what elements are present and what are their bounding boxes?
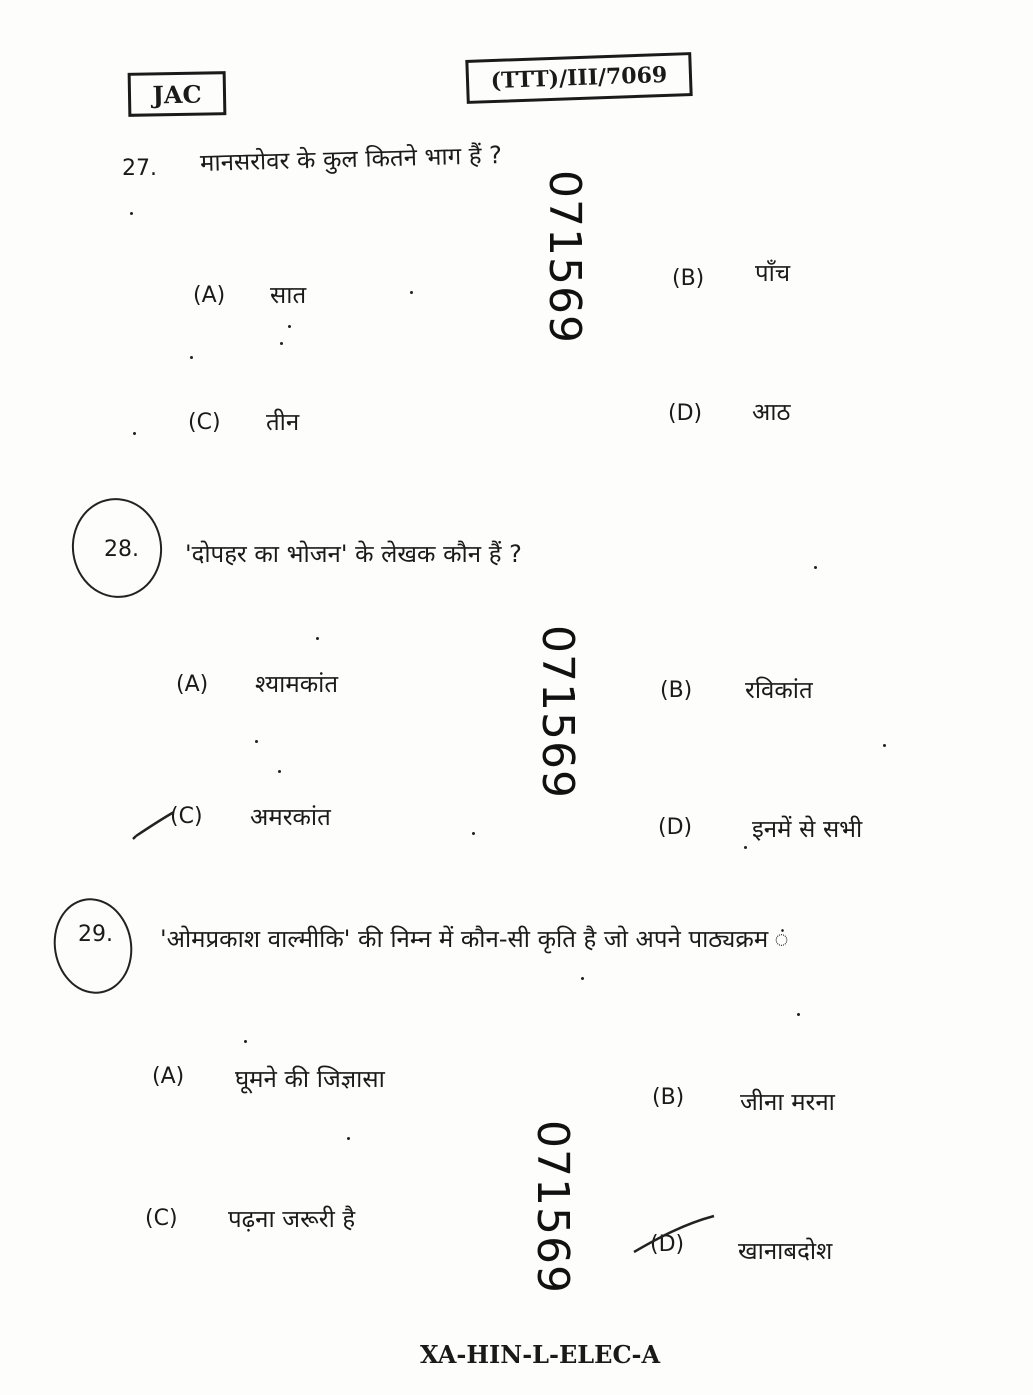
q28-option-c-label: (C) [170,804,203,829]
q27-option-c-label: (C) [188,410,221,435]
q28-option-b-text: रविकांत [745,676,813,704]
scan-speck [244,1040,247,1043]
q28-option-b-label: (B) [660,678,693,703]
paper-code-box [465,52,692,104]
q28-option-d-text: इनमें से सभी [752,815,863,843]
q29-option-b-text: जीना मरना [740,1088,835,1116]
q28-option-d-label: (D) [658,815,693,840]
scan-speck [797,1013,800,1016]
scan-speck [278,770,281,773]
q29-option-a-text: घूमने की जिज्ञासा [235,1065,385,1093]
scan-speck [130,212,133,215]
scan-speck [255,740,258,743]
q27-option-b-label: (B) [672,266,705,291]
q29-option-c-label: (C) [145,1206,178,1231]
q29-option-b-label: (B) [652,1085,685,1110]
q29-option-d-label: (D) [650,1232,685,1257]
booklet-code-vertical-2: 071569 [532,625,583,799]
question-28-text: 'दोपहर का भोजन' के लेखक कौन हैं ? [185,540,522,568]
scan-speck [190,356,193,359]
question-29-text: 'ओमप्रकाश वाल्मीकि' की निम्न में कौन-सी कृति है जो अपने पाठ्यक्रम ं [160,925,789,953]
scan-speck [744,846,747,849]
tick-mark-q29-d [628,1212,718,1256]
scan-speck [883,744,886,747]
q27-option-a-label: (A) [193,283,226,308]
q27-option-d-label: (D) [668,401,703,426]
q27-option-c-text: तीन [266,408,300,436]
question-29-number: 29. [78,922,113,947]
q27-option-a-text: सात [270,281,307,309]
board-label: JAC [152,79,202,109]
scan-speck [280,342,283,345]
scan-speck [347,1137,350,1140]
scan-speck [814,566,817,569]
tick-mark-q28-c [130,808,180,842]
q29-option-d-text: खानाबदोश [738,1237,833,1265]
q29-option-c-text: पढ़ना जरूरी है [228,1205,356,1233]
scan-speck [288,325,291,328]
scan-speck [472,832,475,835]
booklet-code-vertical-3: 071569 [527,1120,578,1294]
q28-option-a-text: श्यामकांत [255,670,339,698]
q27-option-b-text: पाँच [755,259,791,287]
board-label-box [128,71,227,117]
question-27-text: मानसरोवर के कुल कितने भाग हैं ? [199,141,503,177]
q28-option-a-label: (A) [176,672,209,697]
paper-code: (TTT)/III/7069 [490,61,668,95]
q28-option-c-text: अमरकांत [250,803,331,831]
q27-option-d-text: आठ [752,398,791,426]
scan-speck [133,432,136,435]
paper-footer-code: XA-HIN-L-ELEC-A [420,1340,661,1369]
question-28-number: 28. [104,537,139,562]
scan-speck [316,637,319,640]
scan-speck [581,977,584,980]
booklet-code-vertical-1: 071569 [539,170,590,344]
q29-option-a-label: (A) [152,1064,185,1089]
scan-speck [410,291,413,294]
question-27-number: 27. [122,156,157,181]
